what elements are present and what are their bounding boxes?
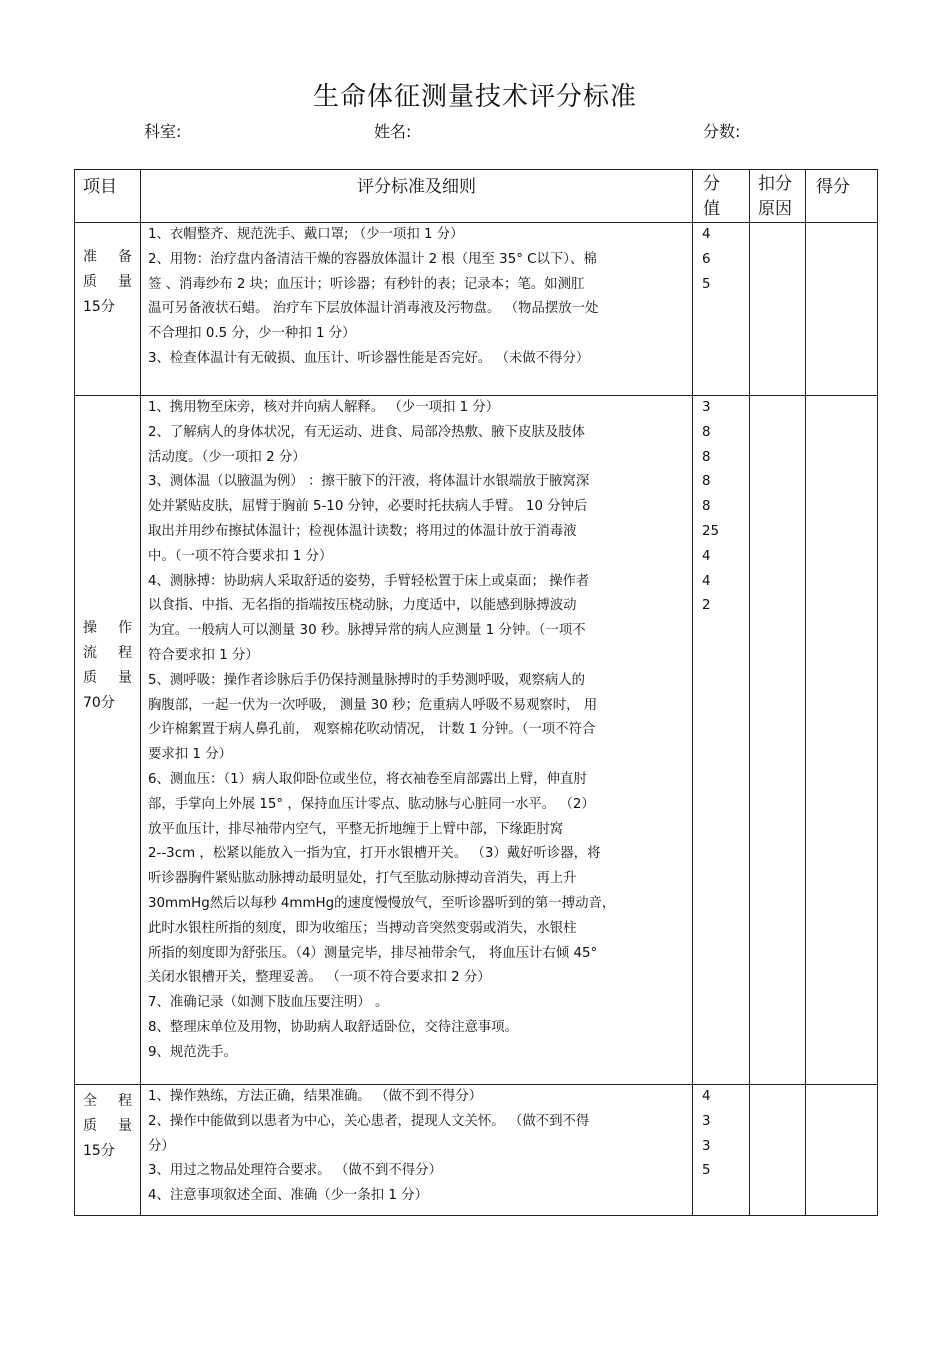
category-cell — [75, 223, 141, 396]
score-value: 4 — [702, 1089, 711, 1104]
criteria-line: 4、测脉搏：协助病人采取舒适的姿势，手臂轻松置于床上或桌面； 操作者 — [148, 573, 590, 589]
deduct-reason-cell[interactable] — [750, 223, 806, 396]
category-cell — [75, 396, 141, 1085]
got-score-cell[interactable] — [806, 223, 878, 396]
score-value: 5 — [702, 276, 711, 292]
score-cell — [693, 223, 750, 396]
criteria-line: 2、操作中能做到以患者为中心，关心患者，提现人文关怀。 （做不到不得 — [148, 1113, 590, 1129]
score-value: 3 — [702, 400, 711, 415]
category-line: 准 备 — [83, 249, 132, 265]
deduct-reason-cell[interactable] — [750, 396, 806, 1085]
score-value: 8 — [702, 499, 711, 515]
criteria-line: 放平血压计，排尽袖带内空气，平整无折地缠于上臂中部，下缘距肘窝 — [148, 821, 564, 837]
criteria-line: 分） — [148, 1138, 175, 1154]
criteria-line: 5、测呼吸：操作者诊脉后手仍保持测量脉搏时的手势测呼吸，观察病人的 — [148, 672, 586, 688]
criteria-line: 活动度。（少一项扣 2 分） — [148, 449, 306, 465]
criteria-line: 此时水银柱所指的刻度，即为收缩压；当搏动音突然变弱或消失，水银柱 — [148, 920, 577, 936]
dept-label: 科室: — [144, 122, 182, 141]
criteria-line: 胸腹部，一起一伏为一次呼吸， 测量 30 秒；危重病人呼吸不易观察时， 用 — [148, 697, 598, 713]
score-value: 8 — [702, 474, 711, 490]
criteria-line: 符合要求扣 1 分） — [148, 647, 259, 663]
criteria-line: 1、操作熟练，方法正确，结果准确。 （做不到不得分） — [148, 1089, 483, 1104]
score-value: 8 — [702, 449, 711, 465]
header-got-score: 得分 — [806, 170, 878, 223]
scoring-table — [74, 169, 878, 1216]
criteria-line: 7、准确记录（如测下肢血压要注明） 。 — [148, 995, 389, 1011]
criteria-line: 听诊器胸件紧贴肱动脉搏动最明显处，打气至肱动脉搏动音消失，再上升 — [148, 871, 577, 887]
category-line: 流 程 — [83, 645, 132, 661]
category-line: 质 量 — [83, 670, 132, 686]
table-row — [75, 223, 878, 396]
score-value: 5 — [702, 1163, 711, 1179]
got-score-cell[interactable] — [806, 1085, 878, 1216]
header-standard: 评分标准及细则 — [141, 170, 693, 223]
criteria-line: 2--3cm ，松紧以能放入一指为宜，打开水银槽开关。 （3）戴好听诊器，将 — [148, 846, 601, 862]
score-value: 4 — [702, 227, 711, 242]
criteria-line: 要求扣 1 分） — [148, 747, 232, 763]
criteria-line: 9、规范洗手。 — [148, 1044, 237, 1060]
criteria-cell — [141, 396, 693, 1085]
criteria-line: 处并紧贴皮肤，屈臂于胸前 5-10 分钟，必要时托扶病人手臂。 10 分钟后 — [148, 499, 588, 515]
criteria-line: 所指的刻度即为舒张压。（4）测量完毕，排尽袖带余气， 将血压计右倾 45° — [148, 945, 598, 961]
category-cell — [75, 1085, 141, 1216]
category-line: 15 分 — [83, 299, 115, 315]
score-value: 4 — [702, 548, 711, 564]
criteria-line: 8、整理床单位及用物，协助病人取舒适卧位，交待注意事项。 — [148, 1019, 519, 1035]
score-value: 3 — [702, 1113, 711, 1129]
criteria-line: 为宜。一般病人可以测量 30 秒。脉搏异常的病人应测量 1 分钟。（一项不 — [148, 623, 586, 639]
score-cell — [693, 1085, 750, 1216]
criteria-line: 4、注意事项叙述全面、准确（少一条扣 1 分） — [148, 1188, 428, 1204]
criteria-line: 3、测体温（以腋温为例） ：擦干腋下的汗液，将体温计水银端放于腋窝深 — [148, 474, 590, 490]
category-line: 质 量 — [83, 1118, 132, 1134]
criteria-line: 不合理扣 0.5 分，少一种扣 1 分） — [148, 326, 356, 342]
criteria-line: 2、用物：治疗盘内备清洁干燥的容器放体温计 2 根（甩至 35° C以下）、棉 — [148, 251, 597, 267]
score-cell — [693, 396, 750, 1085]
criteria-line: 关闭水银槽开关，整理妥善。 （一项不符合要求扣 2 分） — [148, 970, 491, 986]
table-row — [75, 1085, 878, 1216]
header-score: 分 值 — [693, 170, 750, 223]
category-line: 全 程 — [83, 1093, 132, 1109]
criteria-line: 3、检查体温计有无破损、血压计、听诊器性能是否完好。 （未做不得分） — [148, 350, 590, 366]
score-label: 分数: — [703, 122, 741, 141]
score-value: 25 — [702, 523, 720, 539]
category-line: 70 分 — [83, 695, 115, 711]
name-label: 姓名: — [374, 122, 412, 141]
criteria-cell — [141, 223, 693, 396]
criteria-line: 温可另备液状石蜡。 治疗车下层放体温计消毒液及污物盘。 （物品摆放一处 — [148, 301, 599, 317]
deduct-reason-cell[interactable] — [750, 1085, 806, 1216]
criteria-line: 2、了解病人的身体状况，有无运动、进食、局部冷热敷、腋下皮肤及肢体 — [148, 424, 586, 440]
category-line: 15 分 — [83, 1143, 115, 1159]
criteria-line: 签 、消毒纱布 2 块；血压计；听诊器；有秒针的表；记录本；笔。如测肛 — [148, 276, 585, 292]
header-deduct-reason: 扣分 原因 — [750, 170, 806, 223]
criteria-line: 取出并用纱布擦拭体温计；检视体温计读数；将用过的体温计放于消毒液 — [148, 523, 577, 539]
header-item: 项目 — [75, 170, 141, 223]
criteria-line: 30mmHg然后以每秒 4mmHg的速度慢慢放气，至听诊器听到的第一搏动音， — [148, 895, 616, 911]
criteria-cell — [141, 1085, 693, 1216]
criteria-line: 1、衣帽整齐、规范洗手、戴口罩; （少一项扣 1 分） — [148, 227, 464, 242]
table-header-row — [75, 170, 878, 223]
criteria-line: 3、用过之物品处理符合要求。 （做不到不得分） — [148, 1163, 442, 1179]
category-line: 质 量 — [83, 274, 132, 290]
criteria-line: 以食指、中指、无名指的指端按压桡动脉，力度适中，以能感到脉搏波动 — [148, 598, 577, 614]
criteria-line: 少许棉絮置于病人鼻孔前， 观察棉花吹动情况， 计数 1 分钟。（一项不符合 — [148, 722, 596, 738]
category-line: 操 作 — [83, 620, 132, 636]
score-value: 3 — [702, 1138, 711, 1154]
page-title: 生命体征测量技术评分标准 — [312, 82, 637, 112]
criteria-line: 中。（一项不符合要求扣 1 分） — [148, 548, 333, 564]
criteria-line: 6、测血压：（1）病人取仰卧位或坐位，将衣袖卷至肩部露出上臂，伸直肘 — [148, 771, 587, 787]
table-row — [75, 396, 878, 1085]
got-score-cell[interactable] — [806, 396, 878, 1085]
criteria-line: 部，手掌向上外展 15° ，保持血压计零点、肱动脉与心脏同一水平。 （2） — [148, 796, 595, 812]
score-value: 2 — [702, 598, 711, 614]
score-value: 8 — [702, 424, 711, 440]
criteria-line: 1、携用物至床旁，核对并向病人解释。 （少一项扣 1 分） — [148, 400, 500, 415]
score-value: 4 — [702, 573, 711, 589]
score-value: 6 — [702, 251, 711, 267]
